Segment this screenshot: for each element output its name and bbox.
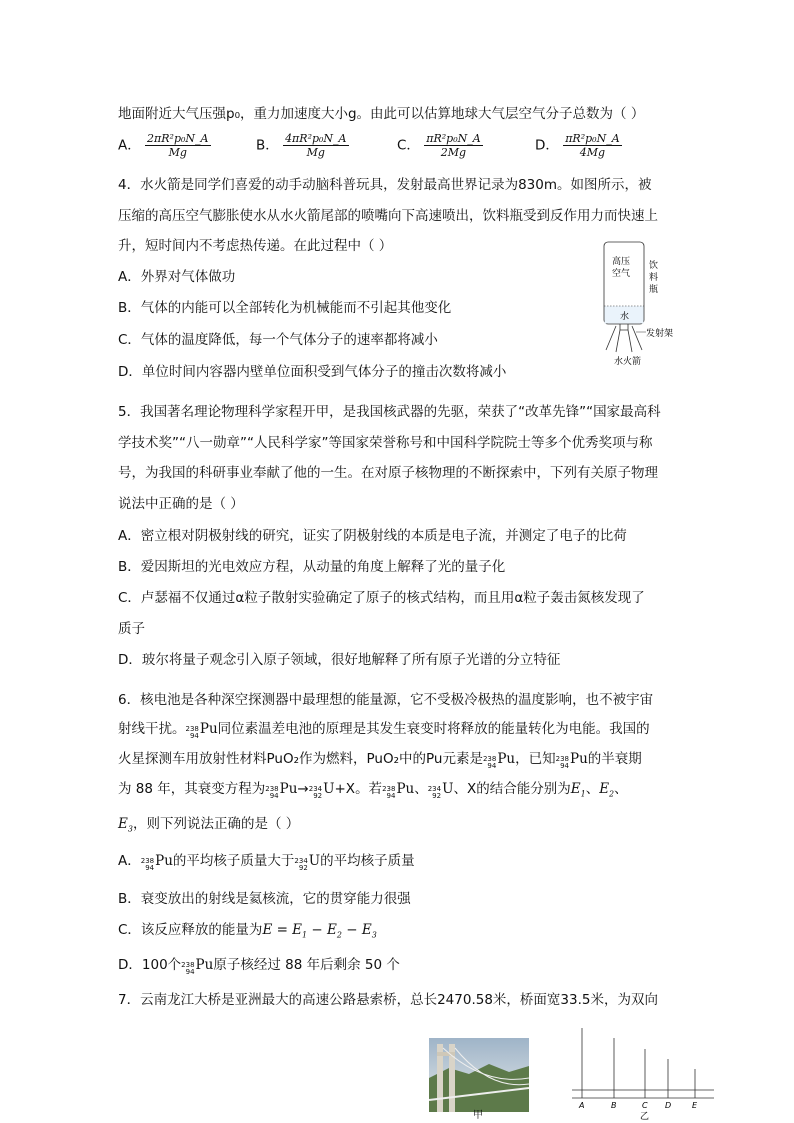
- text: 的平均核子质量大于: [172, 853, 295, 869]
- atomic-number: 94: [487, 762, 497, 770]
- text: 原子核经过 88 年后剩余 50 个: [213, 957, 400, 973]
- text: A．: [118, 853, 141, 869]
- q3-option-fraction: [283, 132, 348, 159]
- atomic-number: 94: [269, 792, 279, 800]
- mass-number: 238: [482, 755, 497, 763]
- figure-label-jia: 甲: [473, 1110, 483, 1121]
- text: ，则下列说法正确的是（ ）: [132, 816, 300, 832]
- q3-option-letter: D．: [535, 137, 559, 154]
- pu-nuclide: [141, 851, 173, 872]
- text: 的平均核子质量: [320, 853, 415, 869]
- frac-denominator: Mg: [168, 146, 187, 159]
- pu-nuclide: [556, 749, 588, 770]
- text: 的半衰期: [587, 751, 642, 767]
- frac-numerator: 4πR²p₀N_A: [285, 132, 347, 145]
- element-symbol: Pu: [497, 751, 516, 767]
- q5-option-c: C．卢瑟福不仅通过α粒子散射实验确定了原子的核式结构，而且用α粒子轰击氮核发现了: [118, 590, 645, 606]
- element-symbol: Pu: [396, 781, 415, 797]
- q3-option-a: [118, 132, 211, 159]
- element-symbol: Pu: [570, 751, 588, 767]
- launch-stand-leg: [616, 330, 620, 352]
- text: ，已知: [515, 751, 556, 767]
- pu-nuclide: [382, 779, 414, 800]
- mass-number: 234: [427, 785, 442, 793]
- element-symbol: Pu: [279, 781, 298, 797]
- q6-option-c: [118, 920, 377, 946]
- e3-symbol: $E_3$: [118, 816, 133, 834]
- text: 射线干扰。: [118, 721, 186, 737]
- rocket-label: 水火箭: [614, 357, 642, 367]
- pu-nuclide: [265, 779, 297, 800]
- q5-option-d: D．玻尔将量子观念引入原子领域，很好地解释了所有原子光谱的分立特征: [118, 652, 561, 668]
- energy-equation: $E = E_1 - E_2 - E_3$: [262, 922, 377, 940]
- bottle-label-3: 瓶: [649, 285, 659, 295]
- element-symbol: Pu: [155, 853, 173, 869]
- q3-option-b: [256, 132, 349, 159]
- q5-option-a: A．密立根对阴极射线的研究，证实了阴极射线的本质是电子流，并测定了电子的比荷: [118, 528, 627, 544]
- q3-option-letter: C．: [397, 137, 420, 154]
- point-label-c: C: [642, 1101, 648, 1110]
- q5-line: 学技术奖”“八一勋章”“人民科学家”等国家荣誉称号和中国科学院院士等多个优秀奖项与称: [118, 435, 653, 451]
- q4-option-a: A．外界对气体做功: [118, 269, 236, 285]
- bottle-label-2: 料: [649, 273, 659, 283]
- q3-line: 地面附近大气压强p₀，重力加速度大小g。由此可以估算地球大气层空气分子总数为（ ）: [118, 106, 645, 122]
- q4-line: 升，短时间内不考虑热传递。在此过程中（ ）: [118, 238, 393, 254]
- element-symbol: U: [308, 853, 321, 869]
- mass-number: 238: [265, 785, 279, 793]
- q3-option-letter: A．: [118, 137, 141, 154]
- q3-option-d: [535, 132, 622, 159]
- frac-denominator: 2Mg: [440, 146, 467, 159]
- element-symbol: Pu: [199, 721, 218, 737]
- q5-option-b: B．爱因斯坦的光电效应方程，从动量的角度上解释了光的量子化: [118, 559, 506, 575]
- e2-symbol: $E_2$: [599, 781, 615, 799]
- water-label: 水: [620, 312, 630, 322]
- launch-stand-leg: [628, 330, 632, 352]
- pu-nuclide: [181, 955, 213, 976]
- mass-number: 234: [308, 785, 323, 793]
- frac-numerator: πR²p₀N_A: [426, 132, 481, 145]
- u-nuclide: [428, 779, 454, 800]
- q4-option-b: B．气体的内能可以全部转化为机械能而不引起其他变化: [118, 300, 452, 316]
- q3-option-fraction: [145, 132, 210, 159]
- q7-line: 7．云南龙江大桥是亚洲最大的高速公路悬索桥，总长2470.58米，桥面宽33.5米，为双向: [118, 992, 658, 1008]
- e1-symbol: $E_1$: [570, 781, 586, 799]
- q6-line: [118, 719, 650, 740]
- text: D．100个: [118, 957, 182, 973]
- q4-option-c: C．气体的温度降低，每一个气体分子的速率都将减小: [118, 332, 438, 348]
- q6-option-d: [118, 955, 400, 976]
- frac-denominator: Mg: [306, 146, 325, 159]
- point-label-d: D: [665, 1101, 672, 1110]
- nozzle: [620, 324, 628, 330]
- mass-number: 238: [555, 755, 569, 763]
- atomic-number: 94: [560, 762, 569, 770]
- mass-number: 238: [140, 857, 155, 865]
- point-label-e: E: [692, 1101, 698, 1110]
- comma: 、: [585, 781, 600, 797]
- q6-line: [118, 814, 299, 840]
- mass-number: 238: [181, 961, 195, 969]
- text: 为 88 年，其衰变方程为: [118, 781, 266, 797]
- atomic-number: 94: [185, 968, 195, 976]
- frac-numerator: 2πR²p₀N_A: [147, 132, 209, 145]
- mass-number: 234: [294, 857, 308, 865]
- figure-label-yi: 乙: [640, 1112, 650, 1122]
- comma: 、: [414, 781, 428, 797]
- q3-option-c: [397, 132, 483, 159]
- air-label-2: 空气: [612, 269, 631, 279]
- q5-line: 说法中正确的是（ ）: [118, 496, 244, 512]
- air-label-1: 高压: [612, 257, 631, 267]
- bridge-photo: [429, 1038, 529, 1112]
- element-symbol: U: [442, 781, 454, 797]
- q6-option-a: [118, 851, 415, 872]
- q5-line: 5．我国著名理论物理科学家程开甲，是我国核武器的先驱，荣获了“改革先锋”“国家最高科: [118, 404, 661, 420]
- q4-line: 压缩的高压空气膨胀使水从水火箭尾部的喷嘴向下高速喷出，饮料瓶受到反作用力而快速上: [118, 208, 658, 224]
- frac-denominator: 4Mg: [579, 146, 606, 159]
- q6-line: [118, 749, 642, 770]
- arrow: →: [297, 781, 309, 797]
- q6-option-b: B．衰变放出的射线是氦核流，它的贯穿能力很强: [118, 891, 411, 907]
- stand-label: 发射架: [646, 329, 674, 339]
- launch-stand-leg: [632, 326, 642, 350]
- q5-option-c-cont: 质子: [118, 621, 145, 637]
- pu-nuclide: [483, 749, 515, 770]
- u-nuclide: [309, 779, 335, 800]
- text: 、X的结合能分别为: [453, 781, 571, 797]
- q4-option-d: D．单位时间内容器内壁单位面积受到气体分子的撞击次数将减小: [118, 364, 507, 380]
- q6-line: [118, 779, 628, 805]
- mass-number: 238: [185, 725, 199, 733]
- element-symbol: Pu: [195, 957, 214, 973]
- pu-nuclide: [186, 719, 218, 740]
- q5-line: 号，为我国的科研事业奉献了他的一生。在对原子核物理的不断探索中，下列有关原子物理: [118, 465, 658, 481]
- plus-x: +X: [334, 781, 356, 797]
- suspender-diagram: [570, 1022, 716, 1122]
- point-label-a: A: [579, 1101, 585, 1110]
- q3-option-letter: B．: [256, 137, 279, 154]
- u-nuclide: [294, 851, 320, 872]
- q3-option-fraction: [563, 132, 621, 159]
- frac-numerator: πR²p₀N_A: [565, 132, 620, 145]
- q4-line: 4．水火箭是同学们喜爱的动手动脑科普玩具，发射最高世界记录为830m。如图所示，被: [118, 177, 652, 193]
- text: 火星探测车用放射性材料PuO₂作为燃料，PuO₂中的Pu元素是: [118, 751, 483, 767]
- text: C．该反应释放的能量为: [118, 922, 263, 938]
- atomic-number: 94: [386, 792, 396, 800]
- q3-option-fraction: [424, 132, 482, 159]
- bottle-label-1: 饮: [649, 261, 659, 271]
- point-label-b: B: [611, 1101, 617, 1110]
- atomic-number: 92: [313, 792, 323, 800]
- mass-number: 238: [382, 785, 396, 793]
- text: 。若: [355, 781, 383, 797]
- comma: 、: [614, 781, 628, 797]
- atomic-number: 92: [432, 792, 442, 800]
- launch-stand-leg: [606, 326, 616, 350]
- water-rocket-figure: [592, 240, 692, 368]
- element-symbol: U: [323, 781, 335, 797]
- atomic-number: 94: [145, 864, 155, 872]
- atomic-number: 92: [298, 864, 308, 872]
- text: 同位素温差电池的原理是其发生衰变时将释放的能量转化为电能。我国的: [217, 721, 650, 737]
- q6-line: 6．核电池是各种深空探测器中最理想的能量源，它不受极冷极热的温度影响，也不被宇宙: [118, 692, 654, 708]
- atomic-number: 94: [189, 732, 199, 740]
